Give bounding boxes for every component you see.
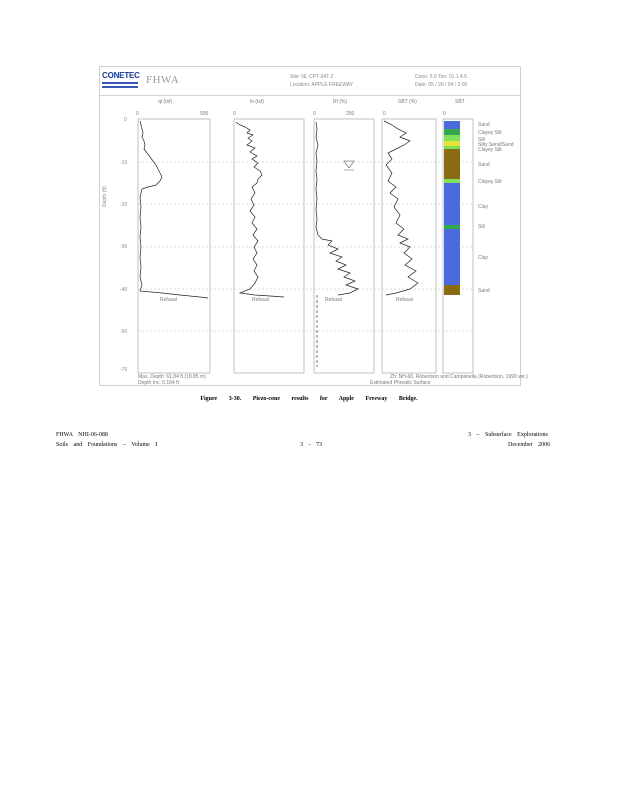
track-max-qt: 500: [200, 111, 209, 117]
sbt-reference-note: Zh: NH-60, Robertson and Campanella (Robertson, 1990 ver.): [390, 374, 528, 380]
sbt-legend-item: Silt: [478, 224, 485, 230]
track-min-rf: 0: [313, 111, 316, 117]
site-id: Site: NL:CPT-04T-2: [290, 74, 334, 80]
depth-tick: -10: [120, 160, 128, 166]
depth-tick: -50: [120, 329, 128, 335]
agency-name: FHWA: [146, 74, 180, 86]
figure-panel: [99, 66, 528, 386]
sbt-legend-item: Silty Sand/Sand: [478, 142, 514, 148]
refusal-label-fs: Refusal: [252, 297, 269, 303]
max-depth-note: Max. Depth: 61.84 ft (18.85 m): [138, 374, 206, 380]
sbt-column: [444, 121, 460, 295]
track-frame-sbt-pct: [382, 119, 436, 373]
cpt-log-chart: [100, 67, 520, 385]
phreatic-surface-marker: [344, 161, 354, 168]
track-min-fs: 0: [233, 111, 236, 117]
refusal-label-sbt-pct: Refusal: [396, 297, 413, 303]
track-label-sbt-pct: SBT (%): [398, 99, 417, 105]
sbt-legend-item: Sand: [478, 162, 490, 168]
figure-caption: Figure 3-30. Piezo-cone results for Apple Freeway Bridge.: [200, 396, 418, 402]
site-location: Location: APPLE FREEWAY: [290, 82, 354, 88]
depth-tick: -30: [120, 244, 128, 250]
phreatic-note: Estimated Phreatic Surface: [370, 380, 431, 386]
footer-date: December 2006: [508, 442, 551, 448]
cone-info: Cone: 5.0 Ton: 01.1.4.5: [415, 74, 467, 80]
depth-tick: 0: [124, 117, 127, 123]
sbt-legend-item: Clay: [478, 204, 489, 210]
depth-axis-label: Depth (ft): [102, 186, 108, 207]
refusal-label-rf: Refusal: [325, 297, 342, 303]
track-frame-fs: [234, 119, 304, 373]
qt-trace: [140, 121, 208, 298]
track-label-fs: fs (tsf): [250, 99, 264, 105]
track-frame-qt: [138, 119, 210, 373]
depth-inc-note: Depth Inc: 0.164 ft: [138, 380, 179, 386]
sbt-legend-item: Sand: [478, 288, 490, 294]
sbt-legend-item: Silt: [478, 137, 485, 143]
track-min-sbt-pct: 0: [383, 111, 386, 117]
sbt-pct-trace: [384, 121, 418, 295]
sbt-legend-item: Sand: [478, 122, 490, 128]
track-min-qt: 0: [136, 111, 139, 117]
sbt-legend-item: Clayey Silt: [478, 130, 502, 136]
footer-agency: FHWA NHI-06-088: [56, 432, 108, 438]
test-date: Date: 05 / 20 / 04 / 2:00: [415, 82, 468, 88]
track-min-sbt: 0: [443, 111, 446, 117]
track-frame-rf: [314, 119, 374, 373]
sbt-legend-item: Clayey Silt: [478, 147, 502, 153]
track-label-qt: qt (tsf): [158, 99, 173, 105]
depth-tick: -70: [120, 367, 128, 373]
footer-volume: Soils and Foundations – Volume I: [56, 442, 158, 448]
depth-tick: -40: [120, 287, 128, 293]
refusal-label-qt: Refusal: [160, 297, 177, 303]
track-max-rf: 250: [346, 111, 355, 117]
fs-trace: [236, 122, 284, 297]
depth-tick: -20: [120, 202, 128, 208]
rf-trace: [316, 122, 358, 295]
conetec-logo: CONETEC: [102, 71, 138, 91]
sbt-legend-item: Clayey Silt: [478, 179, 502, 185]
sbt-legend-item: Clay: [478, 255, 489, 261]
track-label-sbt: SBT: [455, 99, 465, 105]
footer-page-number: 3 - 73: [300, 442, 322, 448]
track-label-rf: Rf (%): [333, 99, 348, 105]
footer-chapter: 3 – Subsurface Explorations: [468, 432, 548, 438]
